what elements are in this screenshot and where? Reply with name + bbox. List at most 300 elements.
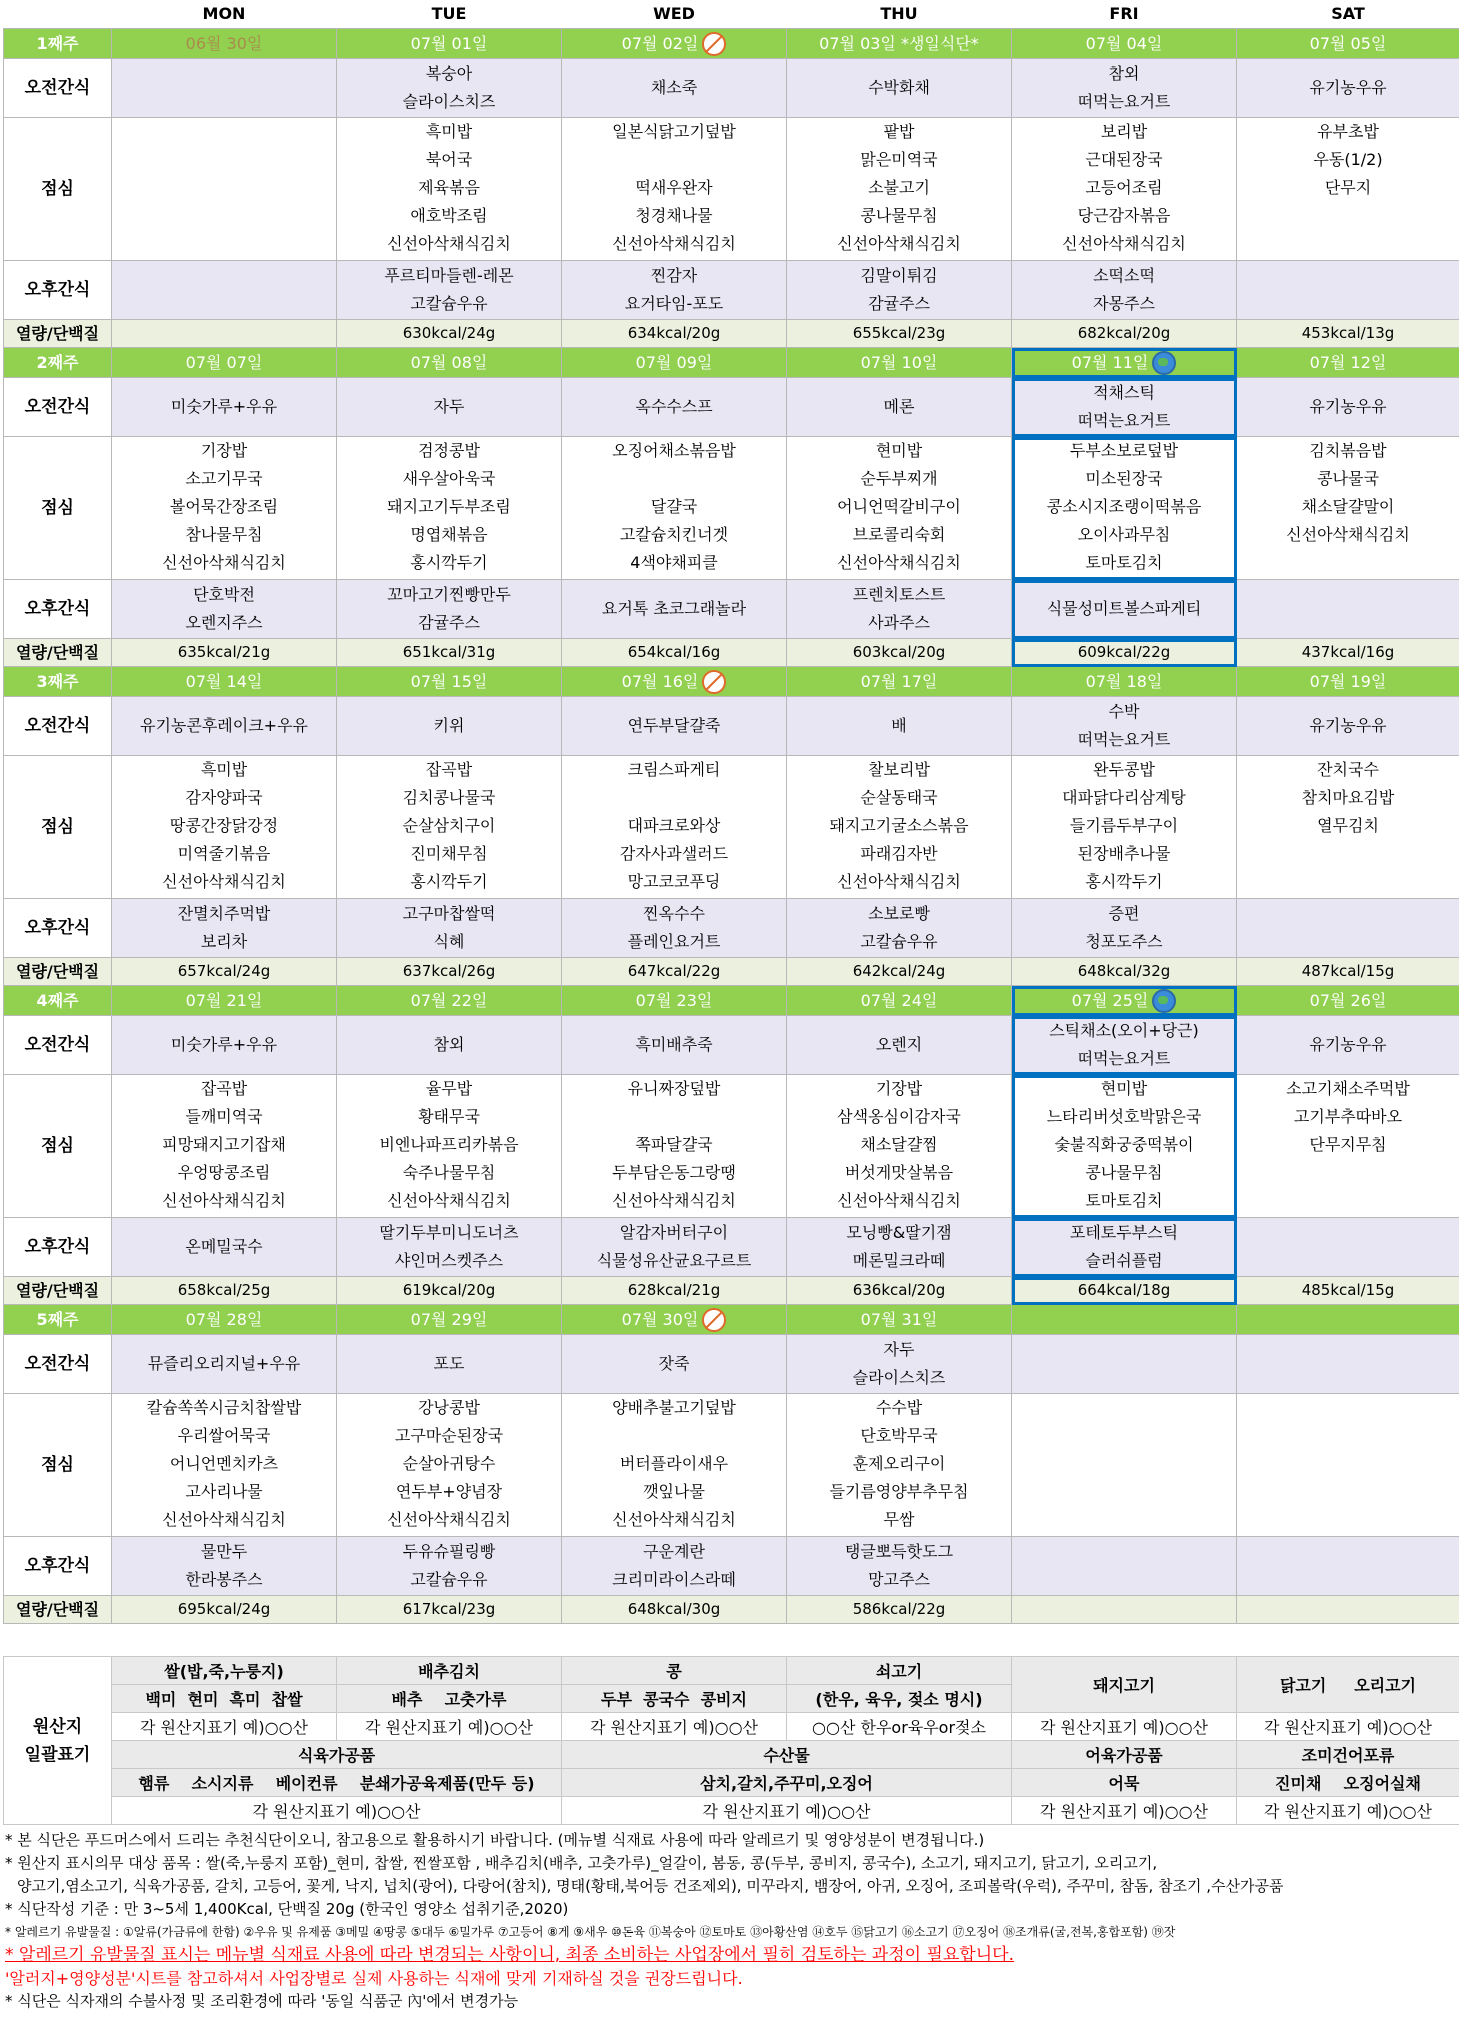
lunch-cell (112, 756, 337, 899)
note-criteria: * 식단작성 기준 : 만 3~5세 1,400Kcal, 단백질 20g (한국인 영양소 섭취기준,2020) (5, 1900, 569, 1918)
date-cell (1012, 29, 1237, 59)
menu-item: 현미밥 (1100, 1079, 1148, 1098)
menu-item: 구운계란 (643, 1542, 705, 1561)
kcal-value: 635kcal/21g (112, 639, 337, 667)
menu-item: 플레인요거트 (627, 932, 721, 951)
menu-item: 맑은미역국 (860, 150, 938, 169)
origin-rice-items: 백미 현미 흑미 찹쌀 (112, 1685, 337, 1713)
date-text: 07월 16일 (621, 671, 699, 691)
note-origin-items: * 원산지 표시의무 대상 품목 : 쌀(죽,누룽지 포함)_현미, 찹쌀, 찐쌀포함 , 배추김치(배추, 고춧가루)_얼갈이, 봄동, 콩(두부, 콩비지, 콩국수), 소고기, 돼지고기, 닭고기, 오리고기, (5, 1854, 1158, 1872)
date-text: 07월 15일 (410, 671, 488, 691)
note-origin-items-cont: 양고기,염소고기, 식육가공품, 갈치, 고등어, 꽃게, 낙지, 넙치(광어), 다랑어(참치), 명태(황태,북어등 건조제외), 미꾸라지, 뱀장어, 아귀, 오징어, 조피볼락(우럭), 주꾸미, 참돔, 참조기 ,수산가공품 (17, 1877, 1284, 1895)
week-row (4, 986, 1459, 1016)
date-text: 07월 07일 (185, 352, 263, 372)
menu-item: 검정콩밥 (418, 441, 480, 460)
menu-page (3, 0, 1459, 2013)
menu-item: 4색야채피클 (630, 553, 718, 572)
kcal-value: 637kcal/26g (337, 958, 562, 986)
menu-item: 대파크로와상 (627, 816, 721, 835)
date-cell (562, 667, 787, 697)
origin-fishcake: 어육가공품 (1012, 1741, 1237, 1769)
date-cell (787, 986, 1012, 1016)
lunch-row (4, 756, 1459, 899)
date-cell (112, 29, 337, 59)
menu-item: 브로콜리숙회 (852, 525, 946, 544)
lunch-row (4, 437, 1459, 580)
menu-item: 청경채나물 (635, 206, 713, 225)
date-cell (112, 667, 337, 697)
menu-item (562, 1103, 786, 1131)
menu-item: 일본식닭고기덮밥 (612, 122, 736, 141)
date-cell (1237, 348, 1459, 378)
lunch-row (4, 1075, 1459, 1218)
kcal-value: 634kcal/20g (562, 320, 787, 348)
menu-item: 홍시깍두기 (410, 553, 488, 572)
menu-item: 당근감자볶음 (1077, 206, 1171, 225)
date-text: 07월 11일 (1071, 352, 1149, 372)
menu-item: 고등어조림 (1085, 178, 1163, 197)
menu-item: 참치마요김밥 (1301, 788, 1395, 807)
menu-item: 숯불직화궁중떡볶이 (1054, 1135, 1194, 1154)
menu-item: 된장배추나물 (1077, 844, 1171, 863)
menu-item: 열무김치 (1317, 816, 1379, 835)
afternoon-snack-cell (562, 1537, 787, 1596)
day-header-row (4, 0, 1459, 29)
afternoon-snack-cell (337, 261, 562, 320)
origin-value: 각 원산지표기 예)○○산 (112, 1713, 337, 1741)
afternoon-snack-row (4, 261, 1459, 320)
menu-item: 모닝빵&딸기잼 (846, 1223, 952, 1242)
date-cell (337, 1305, 562, 1335)
menu-item: 메론밀크라떼 (852, 1251, 946, 1270)
date-text: 07월 05일 (1309, 33, 1387, 53)
morning-snack-cell (562, 1016, 787, 1075)
kcal-value: 636kcal/20g (787, 1277, 1012, 1305)
kcal-value: 664kcal/18g (1012, 1277, 1237, 1305)
date-cell (562, 986, 787, 1016)
menu-item: 신선아삭채식김치 (837, 234, 961, 253)
origin-seafood-items: 삼치,갈치,주꾸미,오징어 (562, 1769, 1012, 1797)
date-text: 07월 24일 (860, 990, 938, 1010)
date-cell (1012, 1305, 1237, 1335)
morning-snack-cell (337, 378, 562, 437)
menu-item: 배 (891, 716, 907, 735)
afternoon-snack-label: 오후간식 (4, 1218, 112, 1277)
menu-item: 신선아삭채식김치 (1286, 525, 1410, 544)
kcal-value: 485kcal/15g (1237, 1277, 1459, 1305)
kcal-value: 487kcal/15g (1237, 958, 1459, 986)
kcal-value: 437kcal/16g (1237, 639, 1459, 667)
kcal-label: 열량/단백질 (4, 1596, 112, 1624)
lunch-cell (1012, 437, 1237, 580)
menu-item: 신선아삭채식김치 (612, 1510, 736, 1529)
week-label: 3째주 (4, 667, 112, 697)
afternoon-snack-cell (337, 899, 562, 958)
menu-item: 우동(1/2) (1313, 150, 1383, 169)
lunch-cell (337, 437, 562, 580)
menu-item: 유기농우유 (1309, 1035, 1387, 1054)
origin-beef: 쇠고기 (787, 1657, 1012, 1685)
origin-value: 각 원산지표기 예)○○산 (1012, 1713, 1237, 1741)
origin-dried-seafood: 조미건어포류 (1237, 1741, 1459, 1769)
morning-snack-label: 오전간식 (4, 697, 112, 756)
menu-item: 단무지무침 (1309, 1135, 1387, 1154)
menu-item: 신선아삭채식김치 (612, 1191, 736, 1210)
menu-item: 오이사과무침 (1077, 525, 1171, 544)
menu-item: 김치볶음밥 (1309, 441, 1387, 460)
menu-item: 단호박전 (193, 585, 255, 604)
week-label: 2째주 (4, 348, 112, 378)
menu-item: 샤인머스켓주스 (394, 1251, 504, 1270)
lunch-label: 점심 (4, 756, 112, 899)
morning-snack-cell (787, 59, 1012, 118)
menu-item: 수수밥 (875, 1398, 923, 1417)
menu-item: 소고기채소주먹밥 (1286, 1079, 1410, 1098)
afternoon-snack-label: 오후간식 (4, 580, 112, 639)
lunch-row (4, 118, 1459, 261)
menu-item: 들깨미역국 (185, 1107, 263, 1126)
menu-item: 소보로빵 (868, 904, 930, 923)
menu-item: 오징어채소볶음밥 (612, 441, 736, 460)
menu-item: 파래김자반 (860, 844, 938, 863)
menu-item: 고칼슘우유 (410, 294, 488, 313)
afternoon-snack-label: 오후간식 (4, 899, 112, 958)
menu-item: 숙주나물무침 (402, 1163, 496, 1182)
lunch-label: 점심 (4, 1075, 112, 1218)
date-cell (112, 348, 337, 378)
menu-item: 소불고기 (868, 178, 930, 197)
date-cell (337, 29, 562, 59)
menu-item: 어니언떡갈비구이 (837, 497, 961, 516)
week-label: 4째주 (4, 986, 112, 1016)
week-label: 5째주 (4, 1305, 112, 1335)
menu-item: 고구마순된장국 (394, 1426, 504, 1445)
menu-item: 자두 (433, 397, 465, 416)
kcal-row (4, 1596, 1459, 1624)
menu-item: 떡새우완자 (635, 178, 713, 197)
menu-item: 자두 (883, 1340, 915, 1359)
morning-snack-cell (562, 697, 787, 756)
date-cell (1012, 986, 1237, 1016)
menu-item (562, 784, 786, 812)
menu-item: 신선아삭채식김치 (162, 872, 286, 891)
menu-item: 망고주스 (868, 1570, 930, 1589)
menu-item: 신선아삭채식김치 (837, 872, 961, 891)
morning-snack-cell (787, 1016, 1012, 1075)
menu-item: 식물성유산균요구르트 (596, 1251, 752, 1270)
origin-dried-seafood-items: 진미채 오징어실채 (1237, 1769, 1459, 1797)
menu-item: 순살동태국 (860, 788, 938, 807)
afternoon-snack-cell (1012, 261, 1237, 320)
morning-snack-cell (337, 1016, 562, 1075)
corner-cell (4, 0, 112, 29)
menu-item: 유기농우유 (1309, 397, 1387, 416)
morning-snack-cell (112, 1335, 337, 1394)
date-text: 07월 02일 (621, 33, 699, 53)
morning-snack-cell (562, 1335, 787, 1394)
menu-item: 연두부달걀죽 (627, 716, 721, 735)
menu-item: 연두부+양념장 (395, 1482, 503, 1501)
lunch-cell (562, 1075, 787, 1218)
menu-item: 참외 (1108, 64, 1140, 83)
menu-item: 기장밥 (200, 441, 248, 460)
lunch-cell (1012, 118, 1237, 261)
menu-item: 수박화채 (868, 78, 930, 97)
date-cell (562, 1305, 787, 1335)
lunch-cell (1237, 1394, 1459, 1537)
menu-item: 진미채무침 (410, 844, 488, 863)
date-text: 06월 30일 (185, 33, 263, 53)
lunch-cell (112, 437, 337, 580)
lunch-cell (337, 1075, 562, 1218)
origin-seafood: 수산물 (562, 1741, 1012, 1769)
kcal-row (4, 958, 1459, 986)
origin-value: 각 원산지표기 예)○○산 (562, 1713, 787, 1741)
kcal-value: 654kcal/16g (562, 639, 787, 667)
afternoon-snack-cell (112, 1218, 337, 1277)
lunch-cell (112, 118, 337, 261)
kcal-value (112, 320, 337, 348)
date-text: 07월 09일 (635, 352, 713, 372)
menu-item: 복숭아 (425, 64, 473, 83)
menu-item: 유니짜장덮밥 (627, 1079, 721, 1098)
menu-item: 대파닭다리삼계탕 (1062, 788, 1186, 807)
menu-item: 신선아삭채식김치 (387, 1191, 511, 1210)
menu-item: 신선아삭채식김치 (837, 553, 961, 572)
menu-item: 비엔나파프리카볶음 (379, 1135, 519, 1154)
date-text: 07월 30일 (621, 1309, 699, 1329)
menu-item: 스틱채소(오이+당근) (1049, 1021, 1199, 1040)
menu-item: 두유슈필링빵 (402, 1542, 496, 1561)
menu-item: 우엉땅콩조림 (177, 1163, 271, 1182)
origin-poultry: 닭고기 오리고기 (1237, 1657, 1459, 1713)
afternoon-snack-cell (1237, 261, 1459, 320)
afternoon-snack-cell (337, 1537, 562, 1596)
menu-item: 청포도주스 (1085, 932, 1163, 951)
lunch-cell (787, 437, 1012, 580)
date-text: 07월 01일 (410, 33, 488, 53)
date-text: 07월 19일 (1309, 671, 1387, 691)
origin-processed-meat-items: 햄류 소시지류 베이컨류 분쇄가공육제품(만두 등) (112, 1769, 562, 1797)
menu-item: 순살아귀탕수 (402, 1454, 496, 1473)
menu-item: 온메밀국수 (185, 1237, 263, 1256)
lunch-cell (787, 1394, 1012, 1537)
menu-item: 볼어묵간장조림 (169, 497, 279, 516)
date-text: 07월 21일 (185, 990, 263, 1010)
menu-item: 유기농우유 (1309, 78, 1387, 97)
menu-item: 한라봉주스 (185, 1570, 263, 1589)
date-cell (1237, 1305, 1459, 1335)
menu-item: 오렌지주스 (185, 613, 263, 632)
menu-item: 칼슘쏙쏙시금치찹쌀밥 (146, 1398, 302, 1417)
morning-snack-cell (1237, 1016, 1459, 1075)
menu-item: 탱글뽀득핫도그 (844, 1542, 954, 1561)
menu-item: 두부담은동그랑땡 (612, 1163, 736, 1182)
menu-item: 감귤주스 (418, 613, 480, 632)
menu-item: 흑미배추죽 (635, 1035, 713, 1054)
afternoon-snack-cell (112, 1537, 337, 1596)
date-cell (787, 348, 1012, 378)
menu-item: 잣죽 (658, 1354, 690, 1373)
origin-fishcake-items: 어묵 (1012, 1769, 1237, 1797)
menu-item: 강낭콩밥 (418, 1398, 480, 1417)
menu-item: 잔멸치주먹밥 (177, 904, 271, 923)
date-text: 07월 14일 (185, 671, 263, 691)
menu-item: 황태무국 (418, 1107, 480, 1126)
afternoon-snack-cell (112, 580, 337, 639)
menu-item: 순두부찌개 (860, 469, 938, 488)
menu-item (562, 146, 786, 174)
morning-snack-cell (337, 59, 562, 118)
afternoon-snack-cell (787, 261, 1012, 320)
note-disclaimer: * 본 식단은 푸드머스에서 드리는 추천식단이오니, 참고용으로 활용하시기 바랍니다. (메뉴별 식재료 사용에 따라 알레르기 및 영양성분이 변경됩니다.) (5, 1831, 985, 1849)
menu-item: 돼지고기굴소스볶음 (829, 816, 969, 835)
lunch-cell (1237, 1075, 1459, 1218)
menu-item: 근대된장국 (1085, 150, 1163, 169)
date-text: 07월 28일 (185, 1309, 263, 1329)
afternoon-snack-cell (1237, 1537, 1459, 1596)
menu-item (562, 465, 786, 493)
menu-item: 뮤즐리오리지널+우유 (147, 1354, 301, 1373)
morning-snack-cell (112, 697, 337, 756)
no-eat-icon (702, 1308, 726, 1332)
menu-item: 꼬마고기찐빵만두 (387, 585, 511, 604)
menu-item: 달걀국 (650, 497, 698, 516)
day-header: THU (787, 0, 1012, 29)
kcal-value: 658kcal/25g (112, 1277, 337, 1305)
note-change: * 식단은 식자재의 수불사정 및 조리환경에 따라 '동일 식품군 內'에서 변경가능 (5, 1992, 519, 2010)
menu-item: 키위 (433, 716, 465, 735)
menu-item: 율무밥 (425, 1079, 473, 1098)
day-header: WED (562, 0, 787, 29)
date-cell (562, 348, 787, 378)
kcal-label: 열량/단백질 (4, 320, 112, 348)
menu-item: 떠먹는요거트 (1077, 730, 1171, 749)
menu-item: 소떡소떡 (1093, 266, 1155, 285)
afternoon-snack-cell (787, 1537, 1012, 1596)
day-header: TUE (337, 0, 562, 29)
date-text: 07월 03일 *생일식단* (819, 33, 979, 53)
menu-item: 고칼슘우유 (860, 932, 938, 951)
menu-item: 버섯게맛살볶음 (844, 1163, 954, 1182)
lunch-cell (1237, 118, 1459, 261)
morning-snack-cell (337, 697, 562, 756)
menu-item: 딸기두부미니도너츠 (379, 1223, 519, 1242)
menu-item: 고칼슘치킨너겟 (619, 525, 729, 544)
afternoon-snack-cell (1012, 899, 1237, 958)
lunch-cell (1012, 1075, 1237, 1218)
menu-item: 홍시깍두기 (410, 872, 488, 891)
origin-kimchi: 배추김치 (337, 1657, 562, 1685)
lunch-cell (1012, 756, 1237, 899)
menu-item: 새우살아욱국 (402, 469, 496, 488)
kcal-value: 586kcal/22g (787, 1596, 1012, 1624)
menu-item: 미숫가루+우유 (170, 397, 278, 416)
kcal-value: 647kcal/22g (562, 958, 787, 986)
date-cell (787, 29, 1012, 59)
menu-item: 포테토두부스틱 (1069, 1223, 1179, 1242)
morning-snack-cell (112, 59, 337, 118)
date-text: 07월 18일 (1085, 671, 1163, 691)
kcal-value (1237, 1596, 1459, 1624)
date-text: 07월 29일 (410, 1309, 488, 1329)
date-text: 07월 04일 (1085, 33, 1163, 53)
afternoon-snack-cell (562, 1218, 787, 1277)
date-cell (112, 986, 337, 1016)
afternoon-snack-label: 오후간식 (4, 1537, 112, 1596)
menu-item: 삼색옹심이감자국 (837, 1107, 961, 1126)
date-cell (787, 667, 1012, 697)
menu-item: 고구마찹쌀떡 (402, 904, 496, 923)
week-label: 1째주 (4, 29, 112, 59)
menu-item: 단호박무국 (860, 1426, 938, 1445)
date-cell (562, 29, 787, 59)
menu-item: 프렌치토스트 (852, 585, 946, 604)
menu-item: 증편 (1108, 904, 1140, 923)
morning-snack-cell (1012, 1335, 1237, 1394)
menu-item: 물만두 (200, 1542, 248, 1561)
day-header: SAT (1237, 0, 1459, 29)
menu-item: 고기부추따바오 (1293, 1107, 1403, 1126)
origin-value: 각 원산지표기 예)○○산 (1012, 1797, 1237, 1825)
lunch-cell (1012, 1394, 1237, 1537)
morning-snack-cell (787, 378, 1012, 437)
menu-item: 깻잎나물 (643, 1482, 705, 1501)
menu-item: 흑미밥 (200, 760, 248, 779)
menu-item: 홍시깍두기 (1085, 872, 1163, 891)
origin-title: 원산지 일괄표기 (4, 1657, 112, 1825)
menu-item: 슬라이스치즈 (402, 92, 496, 111)
menu-item: 순살삼치구이 (402, 816, 496, 835)
menu-item: 유기농우유 (1309, 716, 1387, 735)
date-text: 07월 26일 (1309, 990, 1387, 1010)
afternoon-snack-row (4, 1537, 1459, 1596)
kcal-value: 628kcal/21g (562, 1277, 787, 1305)
kcal-value: 619kcal/20g (337, 1277, 562, 1305)
morning-snack-row (4, 697, 1459, 756)
menu-item: 슬라이스치즈 (852, 1368, 946, 1387)
kcal-value: 603kcal/20g (787, 639, 1012, 667)
origin-bean-items: 두부 콩국수 콩비지 (562, 1685, 787, 1713)
date-text: 07월 10일 (860, 352, 938, 372)
menu-item: 수박 (1108, 702, 1140, 721)
menu-item: 소고기무국 (185, 469, 263, 488)
kcal-row (4, 639, 1459, 667)
menu-item: 참외 (433, 1035, 465, 1054)
note-allergen-warning: * 알레르기 유발물질 표시는 메뉴별 식재료 사용에 따라 변경되는 사항이니, 최종 소비하는 사업장에서 필히 검토하는 과정이 필요합니다. (5, 1945, 1014, 1965)
date-cell (1012, 667, 1237, 697)
date-text: 07월 25일 (1071, 990, 1149, 1010)
menu-item: 옥수수스프 (635, 397, 713, 416)
menu-item: 감자양파국 (185, 788, 263, 807)
weekly-menu-table (3, 0, 1459, 1624)
menu-item: 흑미밥 (425, 122, 473, 141)
lunch-cell (112, 1075, 337, 1218)
menu-item: 김치콩나물국 (402, 788, 496, 807)
menu-item: 찐옥수수 (643, 904, 705, 923)
date-cell (337, 986, 562, 1016)
menu-item: 참나물무침 (185, 525, 263, 544)
kcal-row (4, 1277, 1459, 1305)
menu-item: 신선아삭채식김치 (162, 1510, 286, 1529)
menu-item: 단무지 (1324, 178, 1372, 197)
menu-item: 요거톡 초코그래놀라 (601, 599, 747, 618)
lunch-cell (112, 1394, 337, 1537)
menu-item: 김말이튀김 (860, 266, 938, 285)
menu-item (562, 1422, 786, 1450)
morning-snack-label: 오전간식 (4, 378, 112, 437)
kcal-value: 655kcal/23g (787, 320, 1012, 348)
